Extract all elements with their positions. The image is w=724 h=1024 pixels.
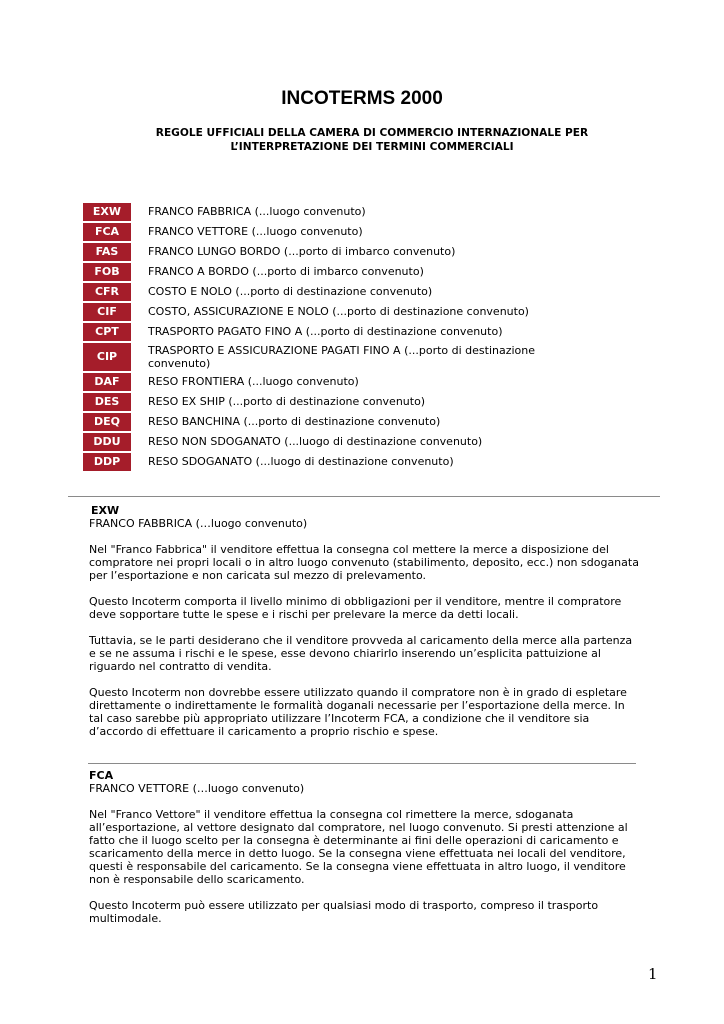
- term-description: COSTO, ASSICURAZIONE E NOLO (...porto di destinazione convenuto): [148, 305, 529, 318]
- page-number: 1: [648, 965, 658, 983]
- term-description: TRASPORTO PAGATO FINO A (...porto di destinazione convenuto): [148, 325, 503, 338]
- subtitle-line-1: REGOLE UFFICIALI DELLA CAMERA DI COMMERCIO INTERNAZIONALE PER: [155, 127, 589, 139]
- exw-section: [89, 504, 639, 738]
- term-row-fob: [83, 262, 643, 282]
- section-code: EXW: [91, 504, 120, 517]
- term-code: DDU: [83, 433, 131, 452]
- section-heading: FRANCO FABBRICA (…luogo convenuto): [89, 517, 308, 530]
- term-description: FRANCO FABBRICA (...luogo convenuto): [148, 205, 366, 218]
- section-paragraph: Questo Incoterm comporta il livello minimo di obbligazioni per il venditore, mentre il compratore deve sopportare tutte le spese e i rischi per prelevare la merce da detti locali.: [89, 595, 622, 621]
- section-paragraph: Questo Incoterm può essere utilizzato per qualsiasi modo di trasporto, compreso il trasporto multimodale.: [89, 899, 599, 925]
- section-paragraph: Tuttavia, se le parti desiderano che il venditore provveda al caricamento della merce alla partenza e se ne assuma i rischi e le spese, esse devono chiarirlo inserendo un’esplicita pattuizione al riguardo nel contratto di vendita.: [89, 634, 633, 673]
- section-heading: FRANCO VETTORE (…luogo convenuto): [89, 782, 305, 795]
- term-description: FRANCO VETTORE (...luogo convenuto): [148, 225, 363, 238]
- fca-section: [89, 769, 639, 925]
- term-row-cip: [83, 342, 643, 372]
- page-subtitle: [80, 126, 664, 154]
- term-row-cif: [83, 302, 643, 322]
- term-description: RESO BANCHINA (...porto di destinazione convenuto): [148, 415, 441, 428]
- term-code: FOB: [83, 263, 131, 282]
- term-row-fca: [83, 222, 643, 242]
- term-row-daf: [83, 372, 643, 392]
- subtitle-line-2: L’INTERPRETAZIONE DEI TERMINI COMMERCIALI: [230, 141, 514, 153]
- term-code: CIF: [83, 303, 131, 322]
- term-code: DEQ: [83, 413, 131, 432]
- section-code: FCA: [89, 769, 114, 782]
- term-code: CIP: [83, 343, 131, 372]
- term-description: RESO SDOGANATO (...luogo di destinazione convenuto): [148, 455, 454, 468]
- term-code: CFR: [83, 283, 131, 302]
- section-paragraph: Nel "Franco Fabbrica" il venditore effettua la consegna col mettere la merce a disposizione del compratore nei propri locali o in altro luogo convenuto (stabilimento, deposito, ecc.) non sdoganata per l’esportazione e non caricata sul mezzo di prelevamento.: [89, 543, 639, 582]
- section-divider: [68, 496, 660, 497]
- term-description: RESO NON SDOGANATO (...luogo di destinazione convenuto): [148, 435, 483, 448]
- section-divider: [88, 763, 636, 764]
- term-description: COSTO E NOLO (...porto di destinazione convenuto): [148, 285, 433, 298]
- term-row-cpt: [83, 322, 643, 342]
- term-description: FRANCO A BORDO (...porto di imbarco convenuto): [148, 265, 424, 278]
- term-row-ddp: [83, 452, 643, 472]
- term-description: FRANCO LUNGO BORDO (...porto di imbarco convenuto): [148, 245, 456, 258]
- term-code: FAS: [83, 243, 131, 262]
- term-row-cfr: [83, 282, 643, 302]
- term-row-des: [83, 392, 643, 412]
- term-description: TRASPORTO E ASSICURAZIONE PAGATI FINO A (...porto di destinazione convenuto): [148, 344, 536, 370]
- term-row-exw: [83, 202, 643, 222]
- term-code: CPT: [83, 323, 131, 342]
- term-description: RESO FRONTIERA (...luogo convenuto): [148, 375, 359, 388]
- term-row-fas: [83, 242, 643, 262]
- term-code: DES: [83, 393, 131, 412]
- incoterms-list: [83, 202, 643, 472]
- term-code: EXW: [83, 203, 131, 222]
- term-code: FCA: [83, 223, 131, 242]
- page-title: INCOTERMS 2000: [281, 88, 443, 109]
- term-row-ddu: [83, 432, 643, 452]
- term-code: DAF: [83, 373, 131, 392]
- section-paragraph: Nel "Franco Vettore" il venditore effettua la consegna col rimettere la merce, sdoganata all’esportazione, al vettore designato dal compratore, nel luogo convenuto. Si presti attenzione al fatto che il luogo scelto per la consegna è determinante ai fini delle operazioni di caricamento e scaricamento della merce in detto luogo. Se la consegna viene effettuata nei locali del venditore, questi è responsabile del caricamento. Se la consegna viene effettuata in altro luogo, il venditore non è responsabile dello scaricamento.: [89, 808, 628, 886]
- term-row-deq: [83, 412, 643, 432]
- term-code: DDP: [83, 453, 131, 472]
- section-paragraph: Questo Incoterm non dovrebbe essere utilizzato quando il compratore non è in grado di espletare direttamente o indirettamente le formalità doganali necessarie per l’esportazione della merce. In tal caso sarebbe più appropriato utilizzare l’Incoterm FCA, a condizione che il venditore sia d’accordo di effettuare il caricamento a proprio rischio e spese.: [89, 686, 627, 738]
- term-description: RESO EX SHIP (...porto di destinazione convenuto): [148, 395, 426, 408]
